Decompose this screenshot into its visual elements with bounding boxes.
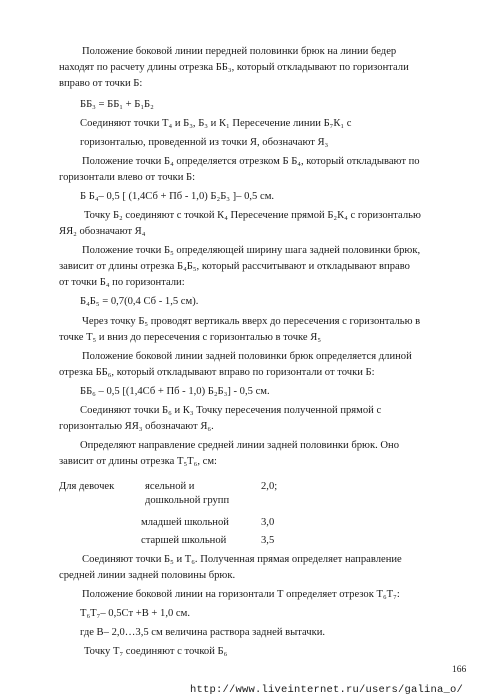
text-line: Точку Т₇ соединяют с точкой Б₆ <box>84 646 228 657</box>
text-line: Б Б₄– 0,5 [ (1,4Сб + Пб - 1,0) Б₂Б₃ ]– 0,5 см. <box>80 191 275 202</box>
text-line: Положение точки Б₄ определяется отрезком Б Б₄, который откладывают по <box>82 156 420 167</box>
text-line: Б₄Б₅ = 0,7(0,4 Сб - 1,5 см). <box>80 296 199 307</box>
text-line: Через точку Б₅ проводят вертикаль вверх до пересечения с горизонталью в <box>82 316 421 327</box>
text-line: Положение боковой линии задней половинки брюк определяется длиной <box>82 351 412 362</box>
text-line: точке Т₅ и вниз до пересечения с горизонталью в точке Я₅ <box>59 332 322 343</box>
text-line: зависит от длины отрезка Б₄Б₅, который рассчитывают и откладывают вправо <box>59 261 410 272</box>
text-line: Определяют направление средней линии задней половинки брюк. Оно <box>80 440 400 451</box>
table-row-label: старшей школьной <box>141 535 227 546</box>
table-row-label: младшей школьной <box>141 517 229 528</box>
text-line: где В– 2,0…3,5 см величина раствора задней вытачки. <box>80 627 326 638</box>
watermark-url: http://www.liveinternet.ru/users/galina_o/ <box>190 684 464 696</box>
text-line: Соединяют точки Б₅ и Т₆. Полученная прямая определяет направление <box>82 554 402 565</box>
page-number: 166 <box>452 665 467 675</box>
text-line: зависит от длины отрезка Т₅Т₆, см: <box>59 456 217 467</box>
table-row-value: 3,0 <box>261 517 275 528</box>
table-row-value: 3,5 <box>261 535 275 546</box>
table-group-label: Для девочек <box>59 481 115 492</box>
text-line: Соединяют точки Т₄ и Б₃, Б₃ и К₁ Пересечение линии Б₇К₁ с <box>80 118 352 129</box>
table-row-label: ясельной и <box>145 481 195 492</box>
text-line: горизонталью, проведенной из точки Я, обозначают Я₃ <box>80 137 329 148</box>
text-line: Т₆Т₇– 0,5Ст +В + 1,0 см. <box>80 608 190 619</box>
text-line: Положение боковой линии на горизонтали Т определяет отрезок Т₆Т₇: <box>82 589 400 600</box>
text-line: отрезка ББ₆, который откладывают вправо по горизонтали от точки Б: <box>59 367 375 378</box>
table-row-value: 2,0; <box>261 481 278 492</box>
text-line: средней линии задней половины брюк. <box>59 570 236 581</box>
text-line: ББ₆ – 0,5 [(1,4Сб + Пб - 1,0) Б₂Б₃] - 0,5 см. <box>80 386 270 397</box>
text-line: ЯЯ₂ обозначают Я₄ <box>59 226 146 237</box>
text-line: Соединяют точки Б₆ и К₃ Точку пересечения полученной прямой с <box>80 405 382 416</box>
text-line: от точки Б₄ по горизонтали: <box>59 277 185 288</box>
text-line: Точку Б₂ соединяют с точкой К₄ Пересечение прямой Б₂К₄ с горизонталью <box>84 210 421 221</box>
text-line: Положение боковой линии передней половинки брюк на линии бедер <box>82 46 397 57</box>
text-line: Положение точки Б₅ определяющей ширину шага задней половинки брюк, <box>82 245 421 256</box>
text-line: горизонтали влево от точки Б: <box>59 172 196 183</box>
text-line: ББ₃ = ББ₁ + Б₁Б₂ <box>80 99 154 110</box>
text-line: находят по расчету длины отрезка ББ₃, который откладывают по горизонтали <box>59 62 409 73</box>
table-row-label: дошкольной групп <box>145 495 230 506</box>
text-line: вправо от точки Б: <box>59 78 143 89</box>
text-line: горизонталью ЯЯ₃ обозначают Я₆. <box>59 421 214 432</box>
